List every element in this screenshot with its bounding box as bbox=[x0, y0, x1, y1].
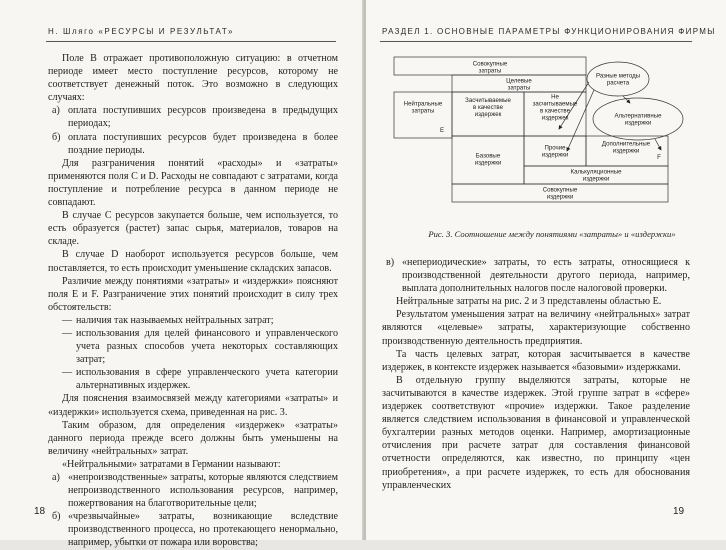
area-e-label: E bbox=[439, 127, 445, 134]
total-expenses-label: Совокупные издержки bbox=[542, 186, 578, 201]
paragraph: В случае D наоборот используется ресурсов больше, чем поставляется, то есть происходит уменьшение складских запасов. bbox=[48, 249, 338, 274]
area-f-label: F bbox=[657, 154, 661, 161]
calc-costs-label: Калькуляционные издержки bbox=[570, 168, 622, 183]
running-header-right: РАЗДЕЛ 1. ОСНОВНЫЕ ПАРАМЕТРЫ ФУНКЦИОНИРОВАНИЯ ФИРМЫ bbox=[382, 27, 716, 36]
right-page bbox=[366, 0, 726, 540]
list-item: а) «непроизводственные» затраты, которые являются следствием непроизводственного использования ресурсов, например, пожертвования на благотворительные цели; bbox=[52, 472, 338, 510]
paragraph: Результатом уменьшения затрат на величину «нейтральных» затрат являются «целевые» затраты, характеризующие собственно производственную деятельность предприятия. bbox=[382, 309, 690, 347]
running-header-left: Н. Шляго «РЕСУРСЫ И РЕЗУЛЬТАТ» bbox=[48, 27, 235, 36]
list-item: б) оплата поступивших ресурсов будет произведена в более поздние периоды. bbox=[52, 131, 338, 156]
paragraph: Различие между понятиями «затраты» и «издержки» поясняют поля Е и F. Разграничение этих понятий происходит в силу трех обстоятельств: bbox=[48, 275, 338, 313]
total-costs-label: Совокупные затраты bbox=[472, 60, 508, 75]
paragraph: Поле В отражает противоположную ситуацию: в отчетном периоде имеет место поступление ресурсов, которому не соответствует денежный поток. Это возможно в следующих случаях: bbox=[48, 53, 338, 104]
right-body bbox=[382, 256, 690, 492]
costs-diagram bbox=[389, 57, 689, 207]
list-item: а) оплата поступивших ресурсов произведена в предыдущих периодах; bbox=[52, 105, 338, 130]
paragraph: Для пояснения взаимосвязей между категориями «затраты» и «издержки» используется схема, приведенная на рис. 3. bbox=[48, 393, 338, 418]
paragraph: «Нейтральными» затратами в Германии называют: bbox=[62, 458, 281, 470]
header-rule bbox=[46, 41, 336, 42]
paragraph: Нейтральные затраты на рис. 2 и 3 представлены областью Е. bbox=[396, 296, 662, 308]
base-costs-label: Базовые издержки bbox=[474, 152, 502, 167]
neutral-costs-label: Нейтральные затраты bbox=[403, 100, 443, 115]
list-item: в) «непериодические» затраты, то есть затраты, относящиеся к производственной деятельности другого периода, например, выплата дополнительных налогов после налоговой проверки. bbox=[386, 257, 690, 295]
alternative-label: Альтернативные издержки bbox=[614, 112, 662, 127]
paragraph: Таким образом, для определения «издержек» «затраты» данного периода прежде всего должны быть уменьшены на величину «нейтральных» затрат. bbox=[48, 419, 338, 457]
not-counted-costs-label: Не засчитываемые в качестве издержек bbox=[532, 93, 578, 122]
list-item: — использования в сфере управленческого учета категории альтернативных издержек. bbox=[62, 367, 338, 392]
paragraph: Для разграничения понятий «расходы» и «затраты» применяются поля С и D. Расходы не совпадают с затратами, когда поступление и потребление ресурса в данном периоде не совпадают. bbox=[48, 157, 338, 209]
target-costs-label: Целевые затраты bbox=[506, 77, 532, 92]
header-rule bbox=[380, 41, 692, 42]
methods-label: Разные методы расчета bbox=[595, 72, 641, 87]
list-item: б) «чрезвычайные» затраты, возникающие вследствие производственного процесса, но протекающего ненормально, например, убытки от пожара или воровства; bbox=[52, 511, 338, 549]
left-body bbox=[48, 52, 338, 550]
other-costs-label: Прочие издержки bbox=[541, 144, 569, 159]
page-number-left: 18 bbox=[34, 506, 46, 517]
additional-costs-label: Дополнительные издержки bbox=[601, 140, 651, 155]
figure-caption: Рис. 3. Соотношение между понятиями «затраты» и «издержки» bbox=[428, 229, 676, 239]
counted-costs-label: Засчитываемые в качестве издержек bbox=[465, 97, 511, 118]
page-number-right: 19 bbox=[673, 506, 685, 517]
paragraph: В отдельную группу выделяются затраты, которые не засчитываются в качестве издержек. Этой группе затрат в «сфере» издержек соответствуют «прочие» издержки. Такое разделение является следствием использования в финансовой и управленческой бухгалтерии разных методов оценки. Например, амортизационные отчисления при расчете затрат для составления финансовой отчетности определяются, как известно, по принципу «цен приобретения», а при расчете издержек, то есть для обоснования управленческих bbox=[382, 374, 690, 491]
list-item: — наличия так называемых нейтральных затрат; bbox=[62, 314, 274, 326]
paragraph: В случае С ресурсов закупается больше, чем используется, то есть образуется (растет) запас сырья, материалов, товаров на складе. bbox=[48, 210, 338, 248]
list-item: — использования для целей финансового и управленческого учета разных способов учета некоторых составляющих затрат; bbox=[62, 327, 338, 366]
paragraph: Та часть целевых затрат, которая засчитывается в качестве издержек, в контексте издержек называется «базовыми» издержками. bbox=[382, 348, 690, 373]
